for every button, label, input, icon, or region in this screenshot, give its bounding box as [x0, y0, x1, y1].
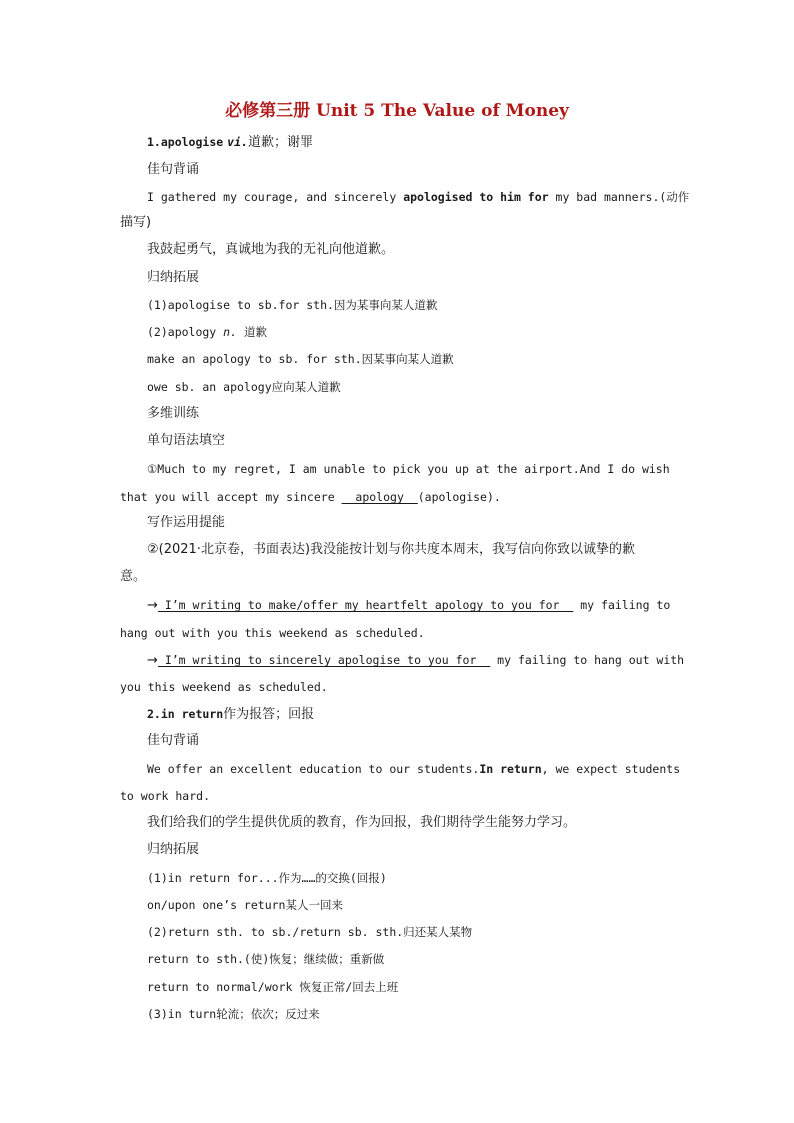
- label-grammar-fill: 单句语法填空: [147, 433, 226, 448]
- label-expansion: 归纳拓展: [147, 270, 200, 285]
- expansion-item: (2)apology n. 道歉: [147, 325, 267, 339]
- example-sentence-en: I gathered my courage, and sincerely apologised to him for my bad manners.(动作: [147, 190, 690, 204]
- answer-line-2: → I’m writing to sincerely apologise to you for my failing to hang out with: [147, 653, 685, 668]
- question-2-text: ②(2021·北京卷，书面表达)我没能按计划与你共度本周末，我写信向你致以诚挚的歉: [147, 542, 636, 557]
- arrow-icon: →: [147, 598, 158, 613]
- question-2-text-cont: 意。: [120, 569, 147, 584]
- entry-heading-apologise: 1.apologise vi.道歉；谢罪: [147, 135, 313, 150]
- expansion-item: (2)return sth. to sb./return sb. sth.归还某人某物: [147, 925, 473, 939]
- example-sentence-en-cont: 描写): [120, 215, 152, 230]
- expansion-item: (1)in return for...作为……的交换(回报): [147, 871, 387, 885]
- example-sentence-cn: 我们给我们的学生提供优质的教育，作为回报，我们期待学生能努力学习。: [147, 815, 577, 830]
- expansion-item: (1)apologise to sb.for sth.因为某事向某人道歉: [147, 298, 438, 312]
- expansion-item: owe sb. an apology应向某人道歉: [147, 380, 341, 394]
- question-1-text: ①Much to my regret, I am unable to pick you up at the airport.And I do wish: [147, 462, 670, 476]
- example-sentence-en: We offer an excellent education to our students.In return, we expect students: [147, 762, 681, 776]
- label-expansion: 归纳拓展: [147, 842, 200, 857]
- label-writing: 写作运用提能: [147, 515, 226, 530]
- answer-line-1: → I’m writing to make/offer my heartfelt apology to you for my failing to: [147, 598, 671, 613]
- question-1-text-cont: that you will accept my sincere apology (apologise).: [120, 490, 501, 504]
- example-sentence-en-cont: to work hard.: [120, 789, 211, 803]
- label-practice: 多维训练: [147, 406, 200, 421]
- arrow-icon: →: [147, 653, 158, 668]
- label-example-sentence: 佳句背诵: [147, 733, 200, 748]
- expansion-item: (3)in turn轮流；依次；反过来: [147, 1007, 320, 1021]
- page-title: 必修第三册 Unit 5 The Value of Money: [225, 101, 569, 121]
- expansion-item: return to normal/work 恢复正常/回去上班: [147, 980, 399, 994]
- answer-blank: I’m writing to sincerely apologise to you for: [157, 653, 491, 667]
- entry-heading-in-return: 2.in return作为报答；回报: [147, 707, 315, 722]
- answer-blank: I’m writing to make/offer my heartfelt apology to you for: [157, 598, 574, 612]
- answer-blank: apology: [341, 490, 418, 504]
- label-example-sentence: 佳句背诵: [147, 162, 200, 177]
- answer-line-2-cont: you this weekend as scheduled.: [120, 680, 328, 694]
- expansion-item: make an apology to sb. for sth.因某事向某人道歉: [147, 352, 454, 366]
- example-sentence-cn: 我鼓起勇气，真诚地为我的无礼向他道歉。: [147, 242, 395, 257]
- expansion-item: return to sth.(使)恢复；继续做；重新做: [147, 952, 385, 966]
- answer-line-1-cont: hang out with you this weekend as scheduled.: [120, 626, 425, 640]
- expansion-item: on/upon one’s return某人一回来: [147, 898, 343, 912]
